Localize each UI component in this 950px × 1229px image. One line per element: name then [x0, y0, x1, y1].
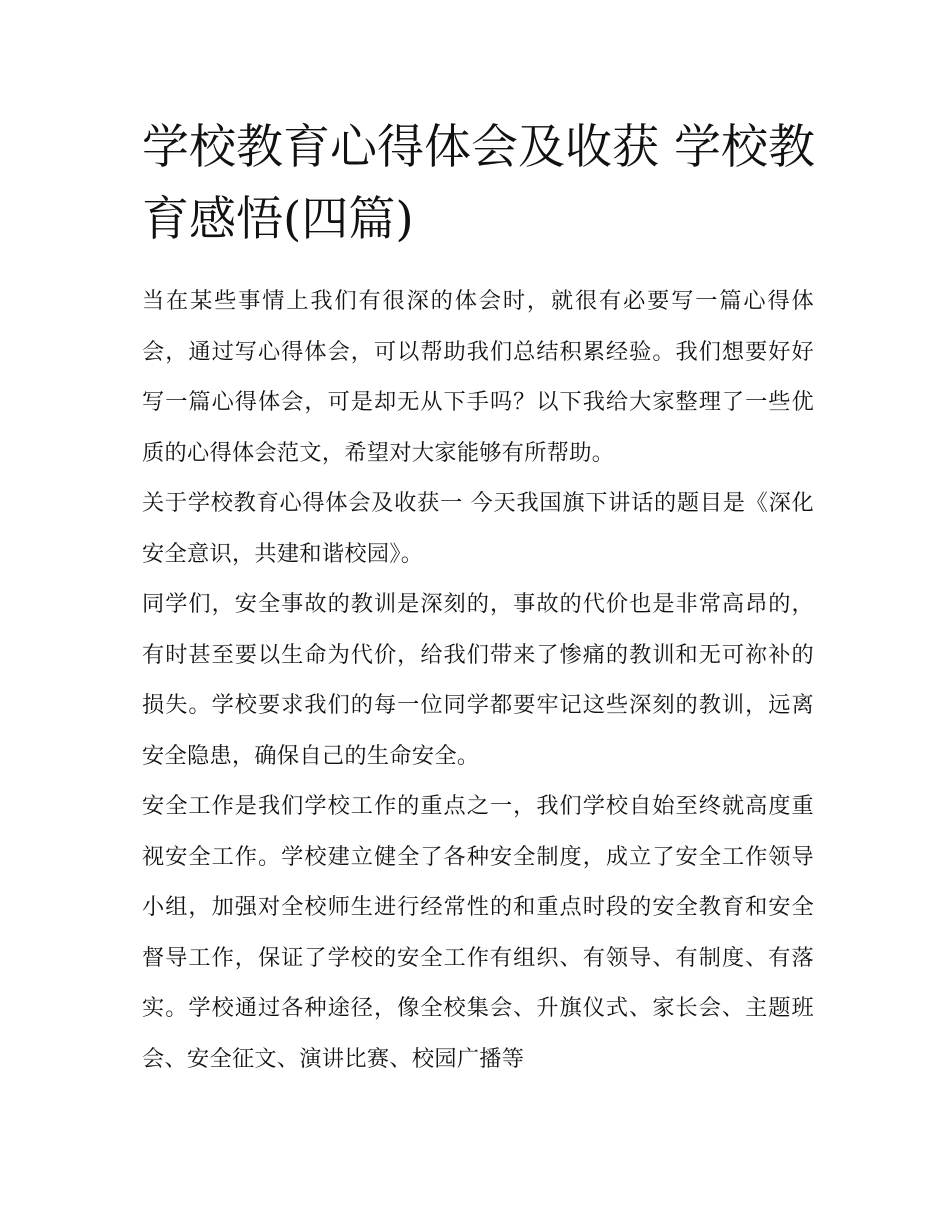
paragraph-section-one-heading: 关于学校教育心得体会及收获一 今天我国旗下讲话的题目是《深化安全意识，共建和谐校园》。 — [142, 490, 814, 567]
paragraph-intro: 当在某些事情上我们有很深的体会时，就很有必要写一篇心得体会，通过写心得体会，可以帮助我们总结积累经验。我们想要好好写一篇心得体会，可是却无从下手吗？以下我给大家整理了一些优质的心得体会范文，希望对大家能够有所帮助。 — [142, 288, 814, 466]
paragraph-safety-work: 安全工作是我们学校工作的重点之一，我们学校自始至终就高度重视安全工作。学校建立健全了各种安全制度，成立了安全工作领导小组，加强对全校师生进行经常性的和重点时段的安全教育和安全督导工作，保证了学校的安全工作有组织、有领导、有制度、有落实。学校通过各种途径，像全校集会、升旗仪式、家长会、主题班会、安全征文、演讲比赛、校园广播等 — [142, 793, 814, 1072]
paragraph-safety-lessons: 同学们，安全事故的教训是深刻的，事故的代价也是非常高昂的，有时甚至要以生命为代价，给我们带来了惨痛的教训和无可祢补的损失。学校要求我们的每一位同学都要牢记这些深刻的教训，远离安全隐患，确保自己的生命安全。 — [142, 591, 814, 769]
document-title: 学校教育心得体会及收获 学校教育感悟(四篇) — [142, 120, 815, 247]
document-body — [142, 276, 814, 1084]
